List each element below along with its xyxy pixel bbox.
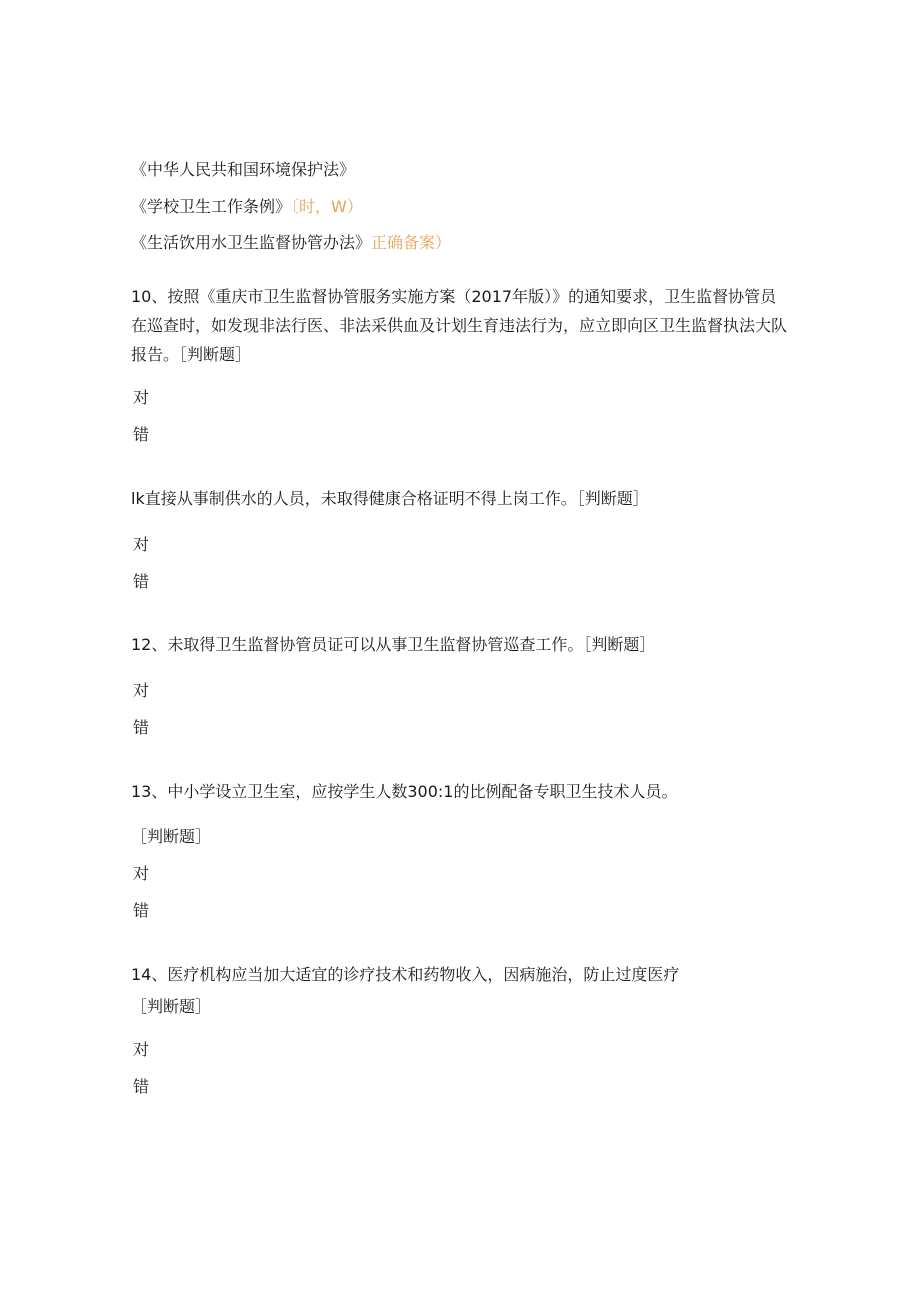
option-note: 正确备案） xyxy=(371,233,452,252)
question-14: 14、医疗机构应当加大适宜的诊疗技术和药物收入，因病施治，防止过度医疗 xyxy=(131,965,680,984)
question-10: 10、按照《重庆市卫生监督协管服务实施方案（2017年版）》的通知要求，卫生监督协管员在巡查时，如发现非法行医、非法采供血及计划生育违法行为，应立即向区卫生监督执法大队报告。［判断题］ xyxy=(131,287,788,364)
option-text: 《中华人民共和国环境保护法》 xyxy=(131,160,356,179)
option-note: 〔时，W） xyxy=(291,197,363,216)
question-11: lk直接从事制供水的人员，未取得健康合格证明不得上岗工作。［判断题］ xyxy=(131,489,649,508)
option-true[interactable]: 对 xyxy=(133,681,150,700)
option-true[interactable]: 对 xyxy=(133,1040,150,1059)
option-line xyxy=(131,160,355,180)
option-true[interactable]: 对 xyxy=(133,535,150,554)
question-type-tag: ［判断题］ xyxy=(131,827,212,846)
question-12: 12、未取得卫生监督协管员证可以从事卫生监督协管巡查工作。［判断题］ xyxy=(131,635,656,654)
option-false[interactable]: 错 xyxy=(133,718,150,737)
option-text: 《生活饮用水卫生监督协管办法》 xyxy=(131,233,372,252)
option-line xyxy=(131,233,451,253)
option-text: 《学校卫生工作条例》 xyxy=(131,197,292,216)
option-true[interactable]: 对 xyxy=(133,388,150,407)
question-13: 13、中小学设立卫生室，应按学生人数300:1的比例配备专职卫生技术人员。 xyxy=(131,782,678,801)
option-false[interactable]: 错 xyxy=(133,572,150,591)
option-false[interactable]: 错 xyxy=(133,1077,150,1096)
option-true[interactable]: 对 xyxy=(133,864,150,883)
question-type-tag: ［判断题］ xyxy=(131,997,212,1016)
option-false[interactable]: 错 xyxy=(133,901,150,920)
option-line xyxy=(131,197,363,217)
option-false[interactable]: 错 xyxy=(133,425,150,444)
